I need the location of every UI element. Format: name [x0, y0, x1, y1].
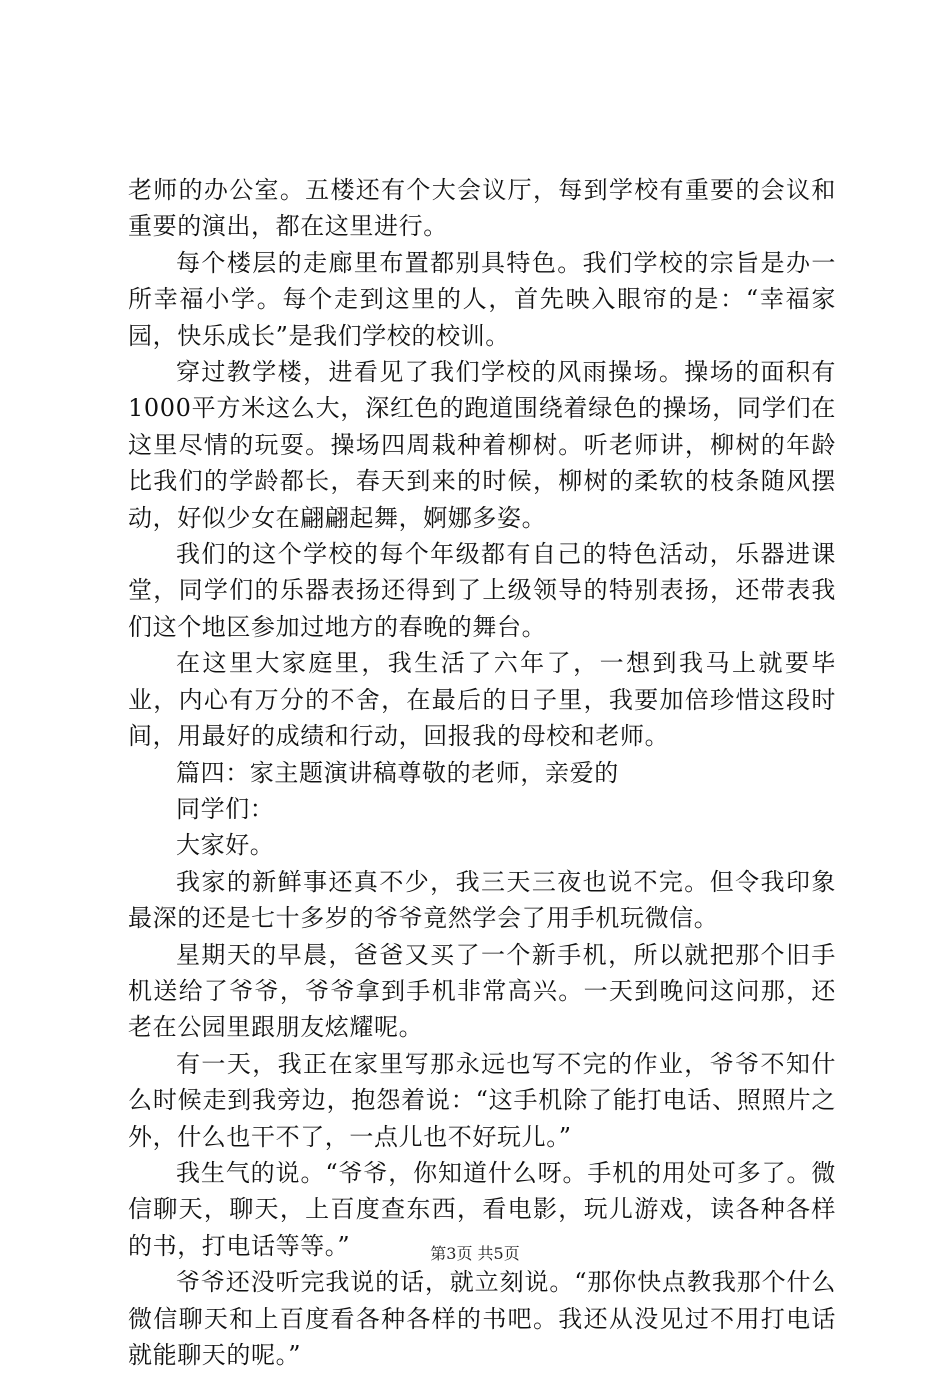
page-number-label: 第3页 共5页: [430, 1244, 520, 1263]
document-body: [128, 172, 836, 1373]
section-heading: 篇四：家主题演讲稿尊敬的老师，亲爱的: [176, 758, 619, 787]
paragraph-corridor: 每个楼层的走廊里布置都别具特色。我们学校的宗旨是办一所幸福小学。每个走到这里的人，首先映入眼帘的是：“幸福家园，快乐成长”是我们学校的校训。: [128, 248, 836, 350]
paragraph-news: 我家的新鲜事还真不少，我三天三夜也说不完。但令我印象最深的还是七十多岁的爷爷竟然学会了用手机玩微信。: [128, 867, 836, 933]
paragraph-sunday: 星期天的早晨，爸爸又买了一个新手机，所以就把那个旧手机送给了爷爷，爷爷拿到手机非常高兴。一天到晚问这问那，还老在公园里跟朋友炫耀呢。: [128, 940, 836, 1042]
paragraph-reply: 我生气的说。“爷爷，你知道什么呀。手机的用处可多了。微信聊天，聊天，上百度查东西，看电影，玩儿游戏，读各种各样的书，打电话等等。”: [128, 1158, 836, 1260]
paragraph-complaint: 有一天，我正在家里写那永远也写不完的作业，爷爷不知什么时候走到我旁边，抱怨着说：“这手机除了能打电话、照照片之外，什么也干不了，一点儿也不好玩儿。”: [128, 1049, 836, 1151]
salutation: 同学们：: [176, 794, 275, 823]
paragraph-continuation: 老师的办公室。五楼还有个大会议厅，每到学校有重要的会议和重要的演出，都在这里进行。: [128, 176, 836, 241]
paragraph-graduation: 在这里大家庭里，我生活了六年了，一想到我马上就要毕业，内心有万分的不舍，在最后的日子里，我要加倍珍惜这段时间，用最好的成绩和行动，回报我的母校和老师。: [128, 649, 836, 751]
page-footer: [0, 1244, 950, 1264]
paragraph-request: 爷爷还没听完我说的话，就立刻说。“那你快点教我那个什么微信聊天和上百度看各种各样的书吧。我还从没见过不用打电话就能聊天的呢。”: [128, 1268, 836, 1369]
greeting: 大家好。: [176, 831, 275, 860]
paragraph-playground: 穿过教学楼，进看见了我们学校的风雨操场。操场的面积有1000平方米这么大，深红色的跑道围绕着绿色的操场，同学们在这里尽情的玩耍。操场四周栽种着柳树。听老师讲，柳树的年龄比我们的学龄都长，春天到来的时候，柳树的柔软的枝条随风摆动，好似少女在翩翩起舞，婀娜多姿。: [128, 358, 836, 532]
paragraph-activities: 我们的这个学校的每个年级都有自己的特色活动，乐器进课堂，同学们的乐器表扬还得到了上级领导的特别表扬，还带表我们这个地区参加过地方的春晚的舞台。: [128, 540, 836, 641]
